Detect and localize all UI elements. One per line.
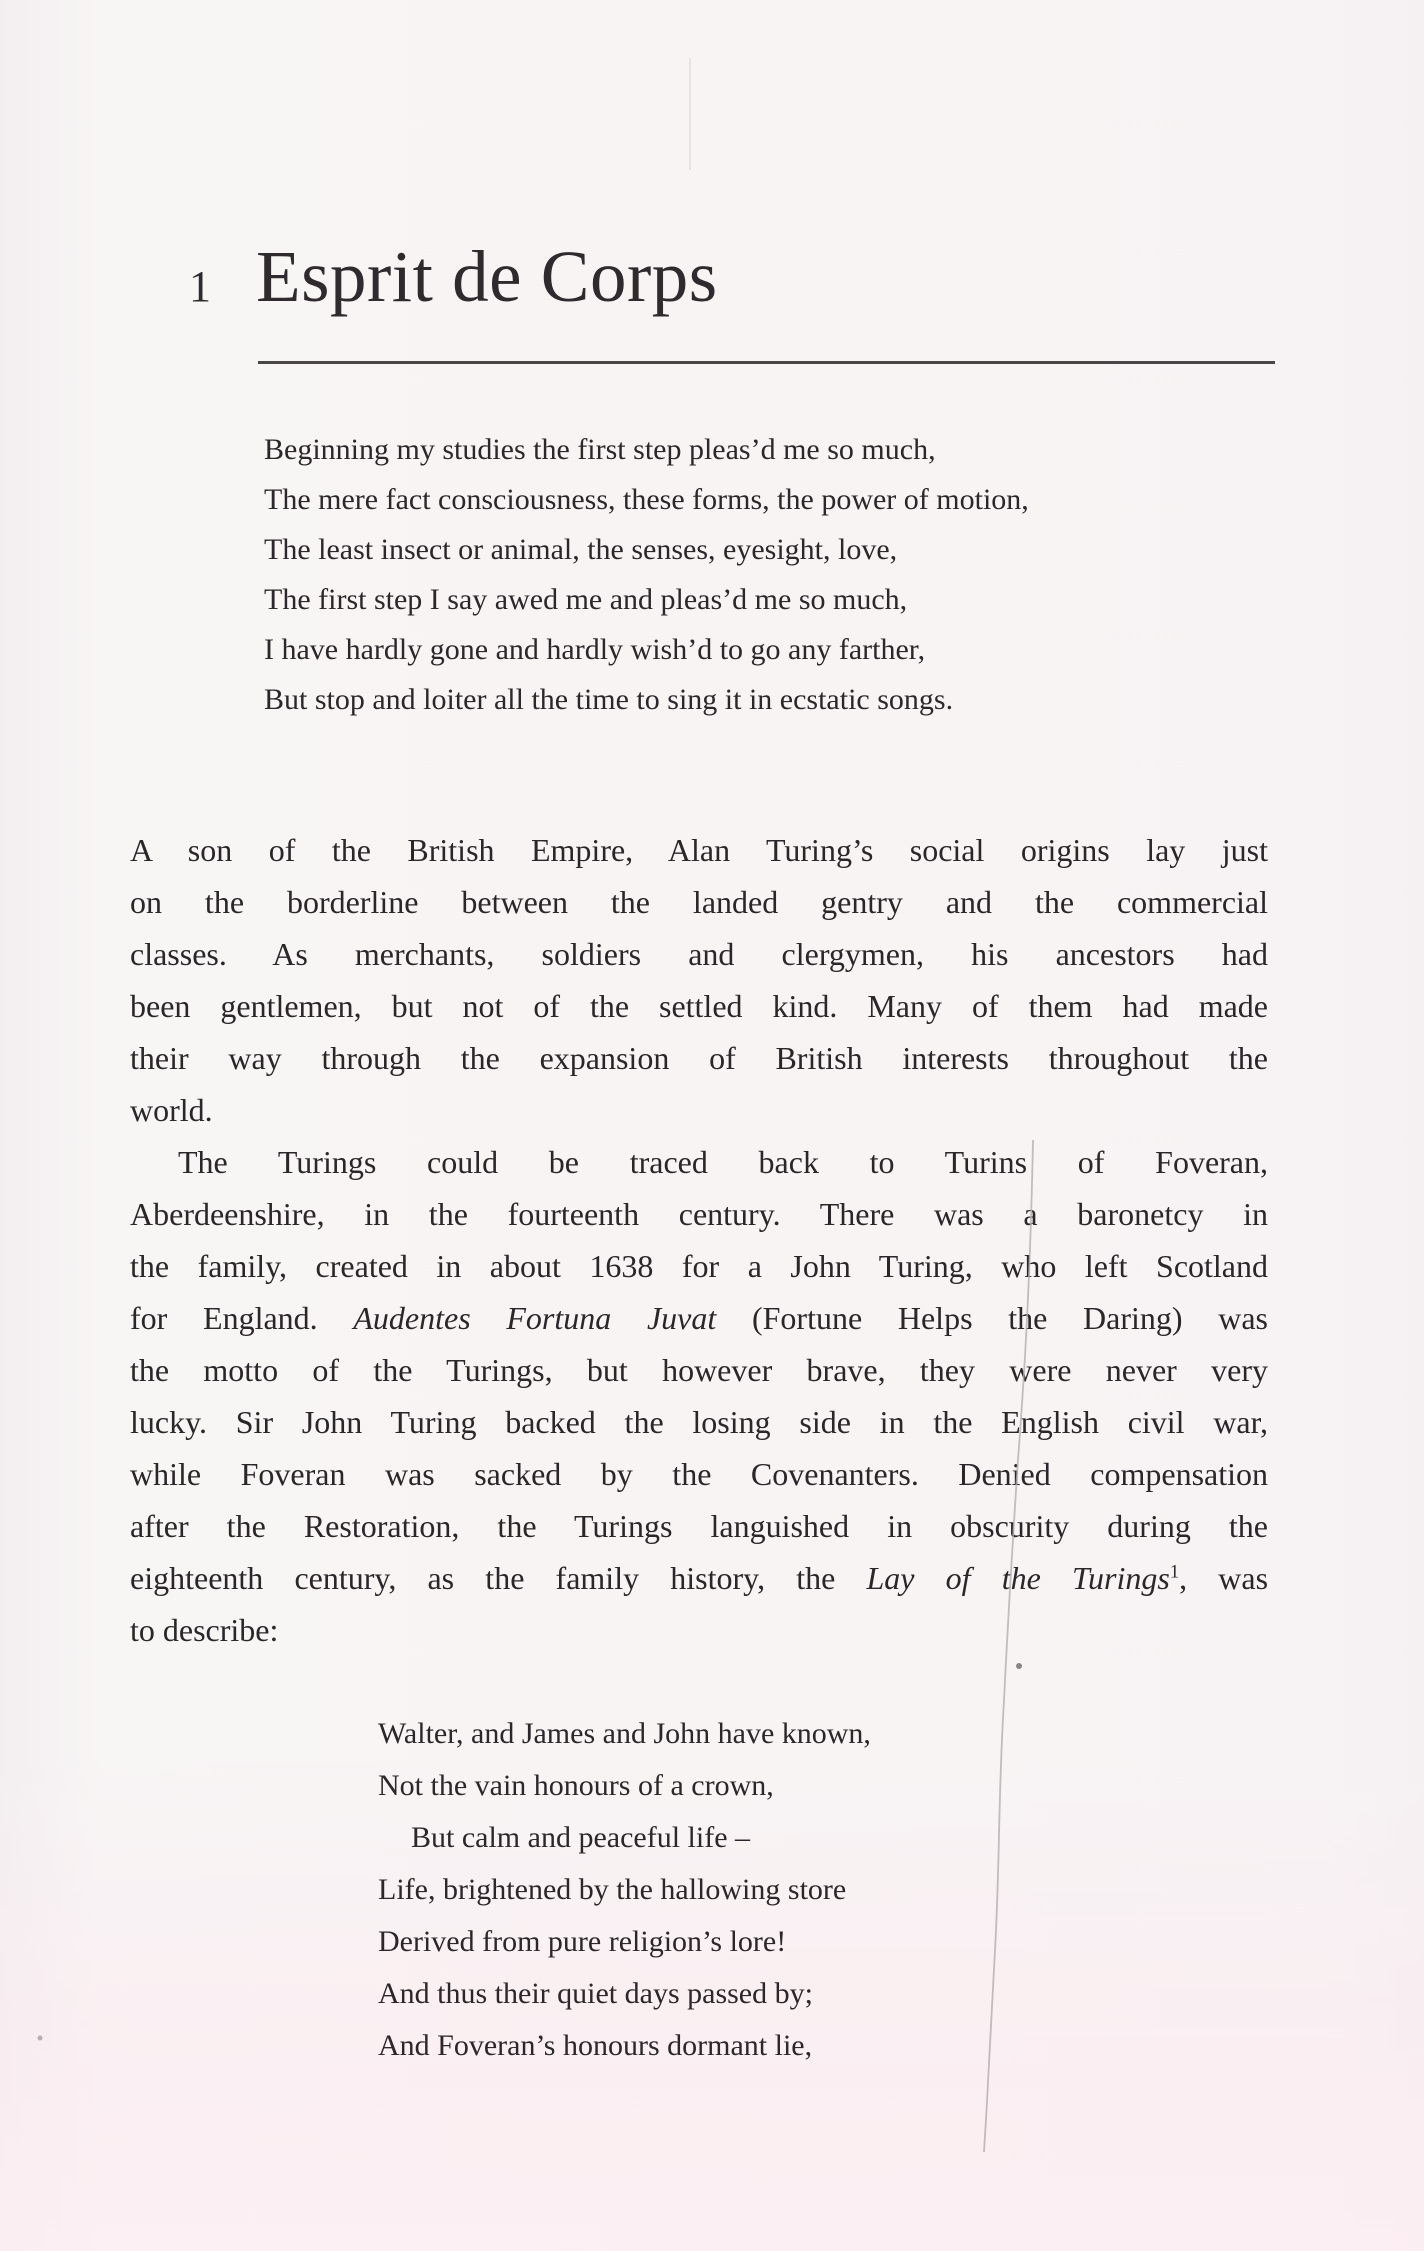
text-run: , was [1179, 1560, 1269, 1596]
italic-text: Lay of the Turings [866, 1560, 1170, 1596]
text-run: the family, created in about 1638 for a John Turing, who left Scotland [130, 1248, 1268, 1284]
body-line [130, 1396, 1268, 1448]
body-line [130, 1084, 1268, 1136]
text-run: Aberdeenshire, in the fourteenth century. There was a baronetcy in [130, 1196, 1268, 1232]
text-run: on the borderline between the landed gentry and the commercial [130, 884, 1268, 920]
body-line [130, 1136, 1268, 1188]
text-run: classes. As merchants, soldiers and clergymen, his ancestors had [130, 936, 1268, 972]
text-run: for England. [130, 1300, 354, 1336]
body-line [130, 1552, 1268, 1604]
verse-quote [378, 1708, 871, 2072]
verse-line: Derived from pure religion’s lore! [378, 1925, 787, 1958]
chapter-number: 1 [189, 262, 212, 311]
body-line [130, 824, 1268, 876]
text-run: (Fortune Helps the Daring) was [716, 1300, 1268, 1336]
text-run: after the Restoration, the Turings languished in obscurity during the [130, 1508, 1268, 1544]
text-run: their way through the expansion of British interests throughout the [130, 1040, 1268, 1076]
body-line [130, 1240, 1268, 1292]
text-run: lucky. Sir John Turing backed the losing side in the English civil war, [130, 1404, 1268, 1440]
text-run: eighteenth century, as the family history, the [130, 1560, 867, 1596]
body-line [130, 1500, 1268, 1552]
body-line [130, 1448, 1268, 1500]
body-line [130, 980, 1268, 1032]
epigraph-line: Beginning my studies the first step pleas’d me so much, [264, 433, 936, 466]
body-line [130, 1188, 1268, 1240]
scan-streak [689, 58, 691, 170]
chapter-title: Esprit de Corps [256, 236, 718, 317]
verse-line: And Foveran’s honours dormant lie, [378, 2029, 813, 2062]
body-line [130, 928, 1268, 980]
text-run: while Foveran was sacked by the Covenanters. Denied compensation [130, 1456, 1268, 1492]
text-run: to describe: [130, 1612, 279, 1648]
verse-line: Walter, and James and John have known, [378, 1717, 871, 1750]
epigraph-line: The mere fact consciousness, these forms, the power of motion, [264, 483, 1029, 516]
epigraph-line: But stop and loiter all the time to sing it in ecstatic songs. [264, 683, 954, 716]
verse-line: Not the vain honours of a crown, [378, 1769, 774, 1802]
epigraph-line: The first step I say awed me and pleas’d me so much, [264, 583, 908, 616]
scan-speck [38, 2036, 43, 2041]
footnote-marker: 1 [1169, 1561, 1180, 1583]
epigraph-quote [264, 425, 1029, 725]
epigraph-line: I have hardly gone and hardly wish’d to go any farther, [264, 633, 926, 666]
text-run: world. [130, 1092, 213, 1128]
body-text [130, 824, 1268, 1656]
scan-speck [1016, 1663, 1022, 1669]
epigraph-line: The least insect or animal, the senses, eyesight, love, [264, 533, 898, 566]
text-run: A son of the British Empire, Alan Turing’s social origins lay just [130, 832, 1268, 868]
verse-line: But calm and peaceful life – [411, 1821, 751, 1854]
text-run: the motto of the Turings, but however brave, they were never very [130, 1352, 1268, 1388]
title-rule [258, 361, 1275, 364]
body-line [130, 1604, 1268, 1656]
body-line [130, 1292, 1268, 1344]
body-line [130, 876, 1268, 928]
text-run: The Turings could be traced back to Turins of Foveran, [178, 1144, 1268, 1180]
verse-line: Life, brightened by the hallowing store [378, 1873, 847, 1906]
body-line [130, 1032, 1268, 1084]
verse-line: And thus their quiet days passed by; [378, 1977, 813, 2010]
italic-text: Audentes Fortuna Juvat [353, 1300, 717, 1336]
text-run: been gentlemen, but not of the settled kind. Many of them had made [130, 988, 1268, 1024]
chapter-heading [189, 236, 718, 333]
body-line [130, 1344, 1268, 1396]
